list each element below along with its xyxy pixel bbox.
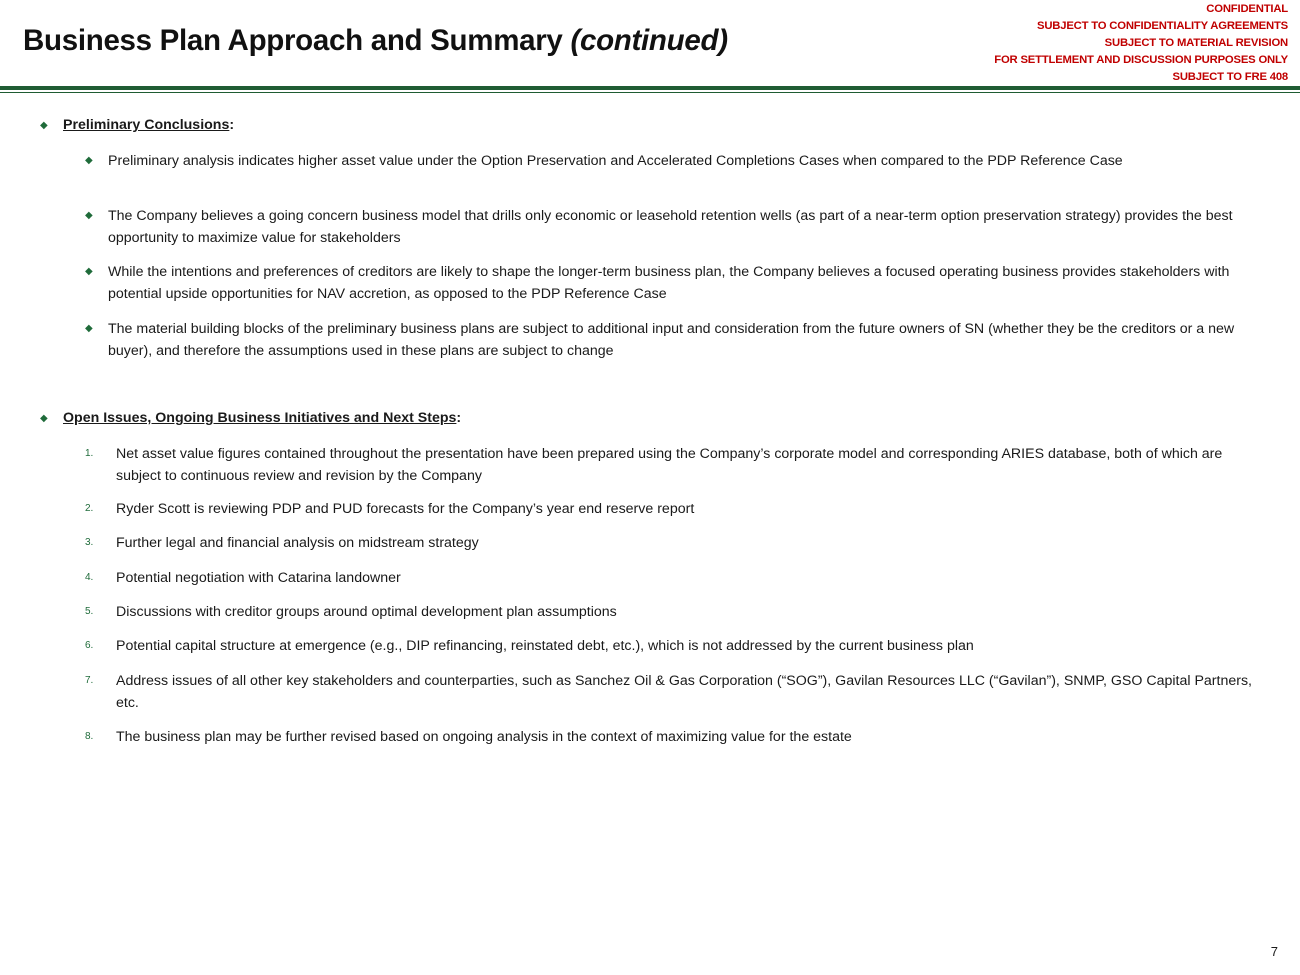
numbered-item — [85, 726, 1260, 748]
page-title-main: Business Plan Approach and Summary — [23, 24, 563, 57]
diamond-bullet-icon: ◆ — [85, 323, 93, 334]
page-title — [23, 24, 728, 58]
confidentiality-line: SUBJECT TO FRE 408 — [1172, 71, 1288, 83]
numbered-item — [85, 635, 1260, 657]
list-item-text: The Company believes a going concern business model that drills only economic or leasehold retention wells (as part of a near-term option preservation strategy) provides the best opportunity to maximize value for stakeholders — [108, 208, 1233, 246]
list-item — [85, 318, 1260, 362]
section-heading-conclusions — [40, 114, 234, 137]
item-number: 1. — [85, 448, 94, 459]
diamond-bullet-icon: ◆ — [85, 210, 93, 221]
confidentiality-line: FOR SETTLEMENT AND DISCUSSION PURPOSES ONLY — [994, 54, 1288, 66]
section-heading-colon: : — [229, 117, 235, 133]
item-number: 4. — [85, 572, 94, 583]
item-number: 5. — [85, 606, 94, 617]
confidentiality-line: SUBJECT TO CONFIDENTIALITY AGREEMENTS — [1037, 20, 1288, 32]
numbered-item — [85, 498, 1260, 520]
list-item-text: The material building blocks of the preliminary business plans are subject to additional input and consideration from the future owners of SN (whether they be the creditors or a new buyer), and therefore the assumptions used in these plans are subject to change — [108, 321, 1235, 359]
numbered-item-text: Net asset value figures contained throughout the presentation have been prepared using the Company’s corporate model and corresponding ARIES database, both of which are subject to continuous review and revision by the Company — [116, 446, 1223, 484]
section-heading-text: Preliminary Conclusions — [63, 117, 230, 133]
numbered-item-text: Potential negotiation with Catarina landowner — [116, 570, 401, 586]
numbered-item-text: Potential capital structure at emergence (e.g., DIP refinancing, reinstated debt, etc.), which is not addressed by the current business plan — [116, 638, 974, 654]
numbered-item-text: Further legal and financial analysis on midstream strategy — [116, 535, 479, 551]
confidentiality-line: CONFIDENTIAL — [1206, 3, 1288, 15]
confidentiality-notice — [994, 1, 1288, 86]
item-number: 8. — [85, 731, 94, 742]
header-divider-thin — [0, 92, 1300, 93]
item-number: 6. — [85, 640, 94, 651]
diamond-bullet-icon: ◆ — [85, 155, 93, 166]
item-number: 7. — [85, 675, 94, 686]
item-number: 3. — [85, 537, 94, 548]
numbered-item — [85, 601, 1260, 623]
numbered-item-text: The business plan may be further revised based on ongoing analysis in the context of maximizing value for the estate — [116, 729, 852, 745]
numbered-item — [85, 443, 1260, 487]
diamond-bullet-icon: ◆ — [85, 266, 93, 277]
confidentiality-line: SUBJECT TO MATERIAL REVISION — [1104, 37, 1288, 49]
item-number: 2. — [85, 503, 94, 514]
list-item-text: While the intentions and preferences of creditors are likely to shape the longer-term business plan, the Company believes a focused operating business provides stakeholders with potential upside opportunities for NAV accretion, as opposed to the PDP Reference Case — [108, 264, 1230, 302]
diamond-bullet-icon: ◆ — [40, 120, 48, 131]
list-item — [85, 150, 1260, 172]
numbered-item-text: Address issues of all other key stakeholders and counterparties, such as Sanchez Oil & Gas Corporation (“SOG”), Gavilan Resources LLC (“Gavilan”), SNMP, GSO Capital Partners, etc. — [116, 673, 1253, 711]
page-title-suffix: (continued) — [570, 24, 728, 57]
section-heading-text: Open Issues, Ongoing Business Initiatives and Next Steps — [63, 410, 457, 426]
numbered-item — [85, 532, 1260, 554]
numbered-item-text: Ryder Scott is reviewing PDP and PUD forecasts for the Company’s year end reserve report — [116, 501, 695, 517]
numbered-item-text: Discussions with creditor groups around optimal development plan assumptions — [116, 604, 617, 620]
header-divider — [0, 86, 1300, 90]
list-item — [85, 205, 1260, 249]
page-number: 7 — [1270, 944, 1278, 959]
list-item-text: Preliminary analysis indicates higher asset value under the Option Preservation and Accelerated Completions Cases when compared to the PDP Reference Case — [108, 153, 1123, 169]
section-heading-colon: : — [456, 410, 462, 426]
numbered-item — [85, 670, 1260, 714]
section-heading-open-issues — [40, 407, 461, 430]
numbered-item — [85, 567, 1260, 589]
diamond-bullet-icon: ◆ — [40, 413, 48, 424]
list-item — [85, 261, 1260, 305]
